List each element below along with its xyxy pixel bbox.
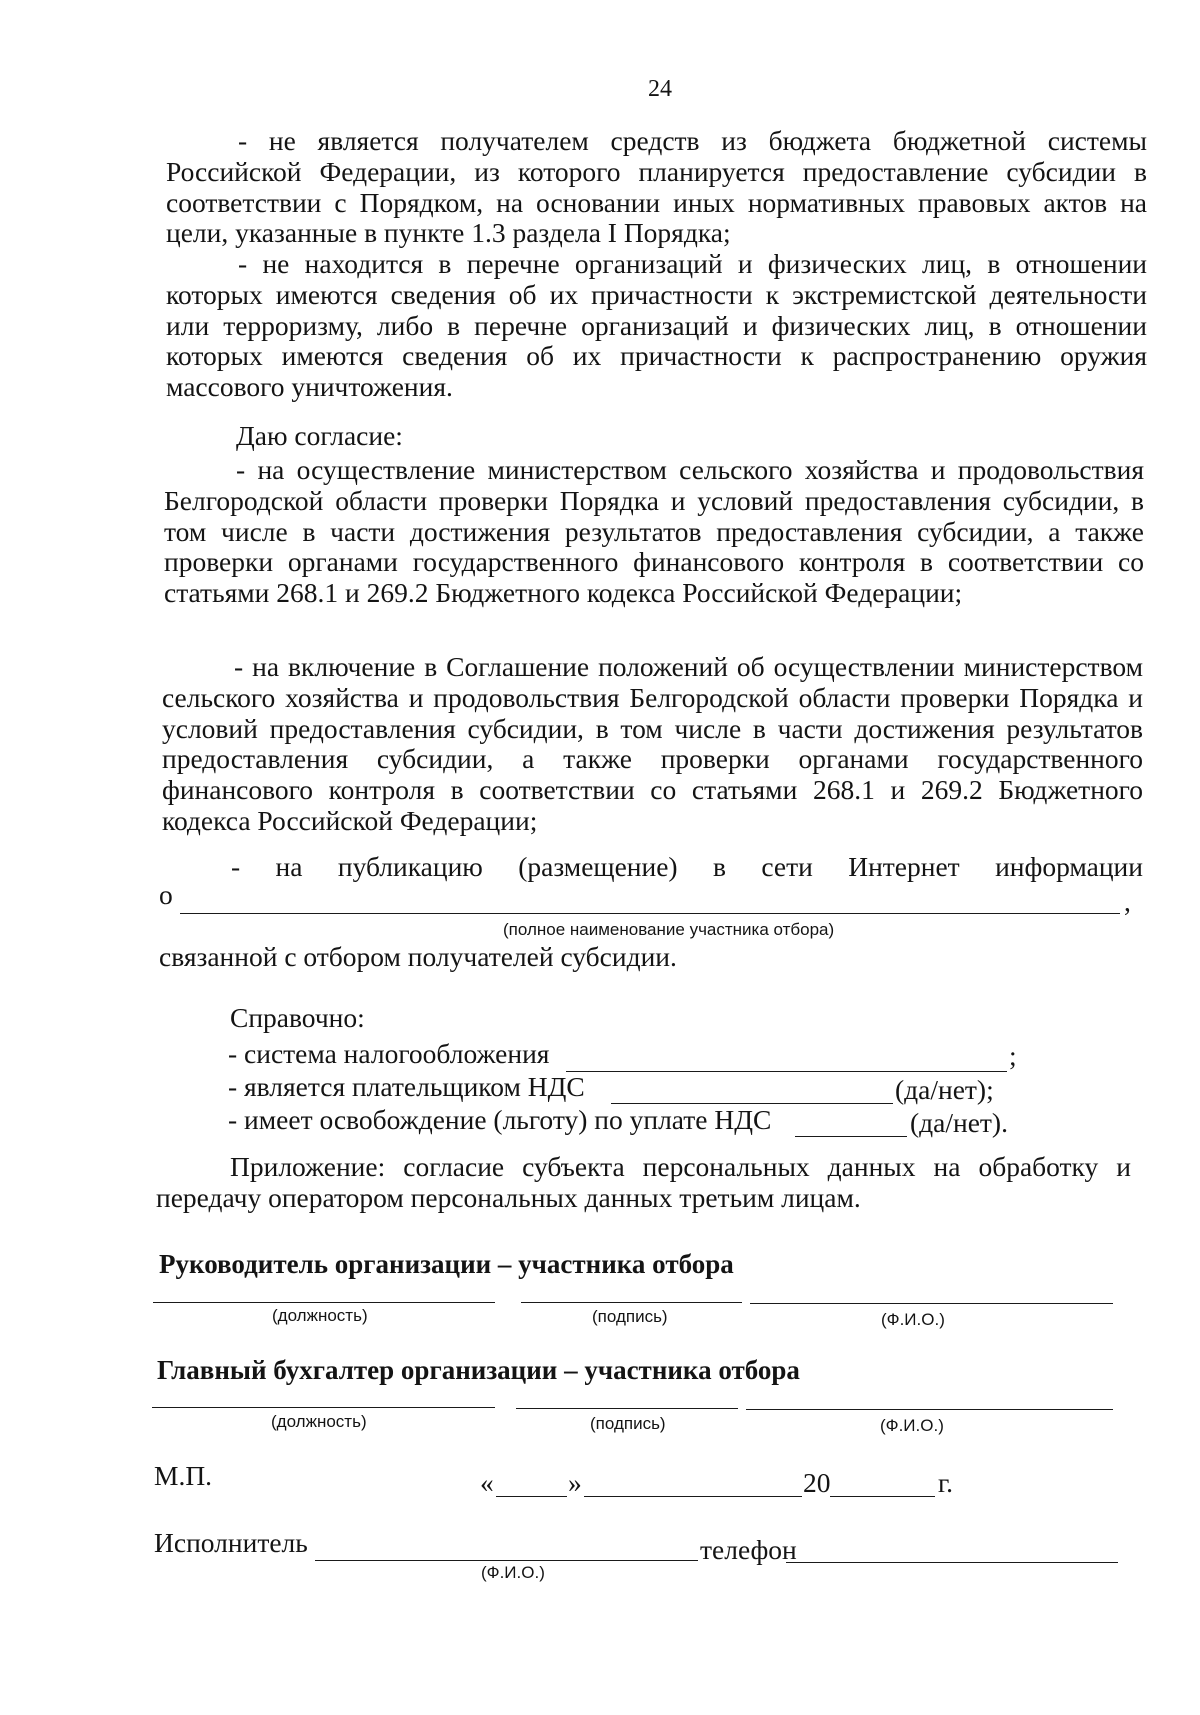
consent-item-agreement: - на включение в Соглашение положений об осуществлении министерством сельского хозяйства и продовольствия Белгородской области проверки Порядка и условий предоставления субсидии, в том числе в части достижения результатов предоставления субсидии, а также проверки органами государственного финансового контроля в соответствии со статьями 268.1 и 269.2 Бюджетного кодекса Российской Федерации;	[162, 651, 1143, 836]
publication-word: информации	[995, 851, 1143, 882]
head-position-caption: (должность)	[272, 1306, 368, 1325]
executor-label: Исполнитель	[154, 1527, 308, 1558]
accountant-signature-field[interactable]	[516, 1408, 738, 1409]
participant-name-caption: (полное наименование участника отбора)	[503, 920, 835, 939]
page-number: 24	[648, 76, 672, 102]
prefix-o: о	[159, 879, 173, 910]
vat-payer-suffix: (да/нет);	[895, 1074, 994, 1105]
publication-word: на	[275, 851, 303, 882]
head-fio-caption: (Ф.И.О.)	[881, 1310, 945, 1329]
head-signature-caption: (подпись)	[592, 1307, 668, 1326]
date-day-field[interactable]	[496, 1496, 567, 1497]
accountant-position-caption: (должность)	[271, 1412, 367, 1431]
vat-exempt-suffix: (да/нет).	[910, 1107, 1008, 1138]
date-year-prefix: 20	[803, 1467, 831, 1498]
head-signature-field[interactable]	[521, 1302, 742, 1303]
vat-exempt-field[interactable]	[795, 1136, 907, 1137]
condition-item-extremism: - не находится в перечне организаций и физических лиц, в отношении которых имеются сведения об их причастности к экстремистской деятельности или терроризму, либо в перечне организаций и физических лиц, в отношении которых имеются сведения об их причастности к распространению оружия массового уничтожения.	[166, 248, 1147, 403]
name-field-comma: ,	[1124, 886, 1131, 917]
head-signature-title: Руководитель организации – участника отбора	[159, 1249, 734, 1279]
tax-system-label: - система налогообложения	[228, 1038, 550, 1069]
vat-payer-label: - является плательщиком НДС	[228, 1071, 585, 1102]
date-year-suffix: г.	[938, 1467, 954, 1498]
reference-heading: Справочно:	[230, 1002, 365, 1033]
tax-system-field[interactable]	[566, 1071, 1007, 1072]
consent-item-inspection: - на осуществление министерством сельского хозяйства и продовольствия Белгородской области проверки Порядка и условий предоставления субсидии, в том числе в части достижения результатов предоставления субсидии, а также проверки органами государственного финансового контроля в соответствии со статьями 268.1 и 269.2 Бюджетного кодекса Российской Федерации;	[164, 454, 1144, 609]
publication-word: (размещение)	[518, 851, 678, 882]
publication-word: Интернет	[848, 851, 960, 882]
accountant-fio-caption: (Ф.И.О.)	[880, 1416, 944, 1435]
consent-continuation: связанной с отбором получателей субсидии.	[159, 941, 677, 972]
date-month-field[interactable]	[584, 1496, 802, 1497]
publication-word: в	[712, 851, 726, 882]
vat-exempt-label: - имеет освобождение (льготу) по уплате НДС	[228, 1104, 772, 1135]
executor-fio-caption: (Ф.И.О.)	[481, 1563, 545, 1582]
executor-fio-field[interactable]	[315, 1560, 698, 1561]
date-open-quote: «	[480, 1467, 494, 1498]
chief-accountant-title: Главный бухгалтер организации – участника отбора	[157, 1355, 800, 1385]
accountant-fio-field[interactable]	[746, 1409, 1113, 1410]
phone-field[interactable]	[786, 1562, 1118, 1563]
participant-name-field[interactable]	[180, 913, 1120, 914]
publication-word: сети	[761, 851, 813, 882]
consent-heading: Даю согласие:	[236, 420, 403, 451]
date-year-field[interactable]	[830, 1496, 935, 1497]
phone-label: телефон	[700, 1534, 797, 1565]
condition-item-budget: - не является получателем средств из бюджета бюджетной системы Российской Федерации, из которого планируется предоставление субсидии в соответствии с Порядком, на основании иных нормативных правовых актов на цели, указанные в пункте 1.3 раздела I Порядка;	[166, 125, 1147, 249]
accountant-signature-caption: (подпись)	[590, 1414, 666, 1433]
accountant-position-field[interactable]	[152, 1407, 495, 1408]
publication-word: -	[231, 851, 241, 882]
stamp-label: М.П.	[154, 1460, 213, 1491]
consent-item-publication	[231, 852, 1143, 882]
head-position-field[interactable]	[153, 1302, 495, 1303]
appendix-note: Приложение: согласие субъекта персональных данных на обработку и передачу оператором персональных данных третьим лицам.	[156, 1151, 1131, 1213]
date-close-quote: »	[568, 1467, 582, 1498]
head-fio-field[interactable]	[750, 1303, 1113, 1304]
publication-word: публикацию	[337, 851, 483, 882]
tax-system-end: ;	[1009, 1040, 1017, 1071]
